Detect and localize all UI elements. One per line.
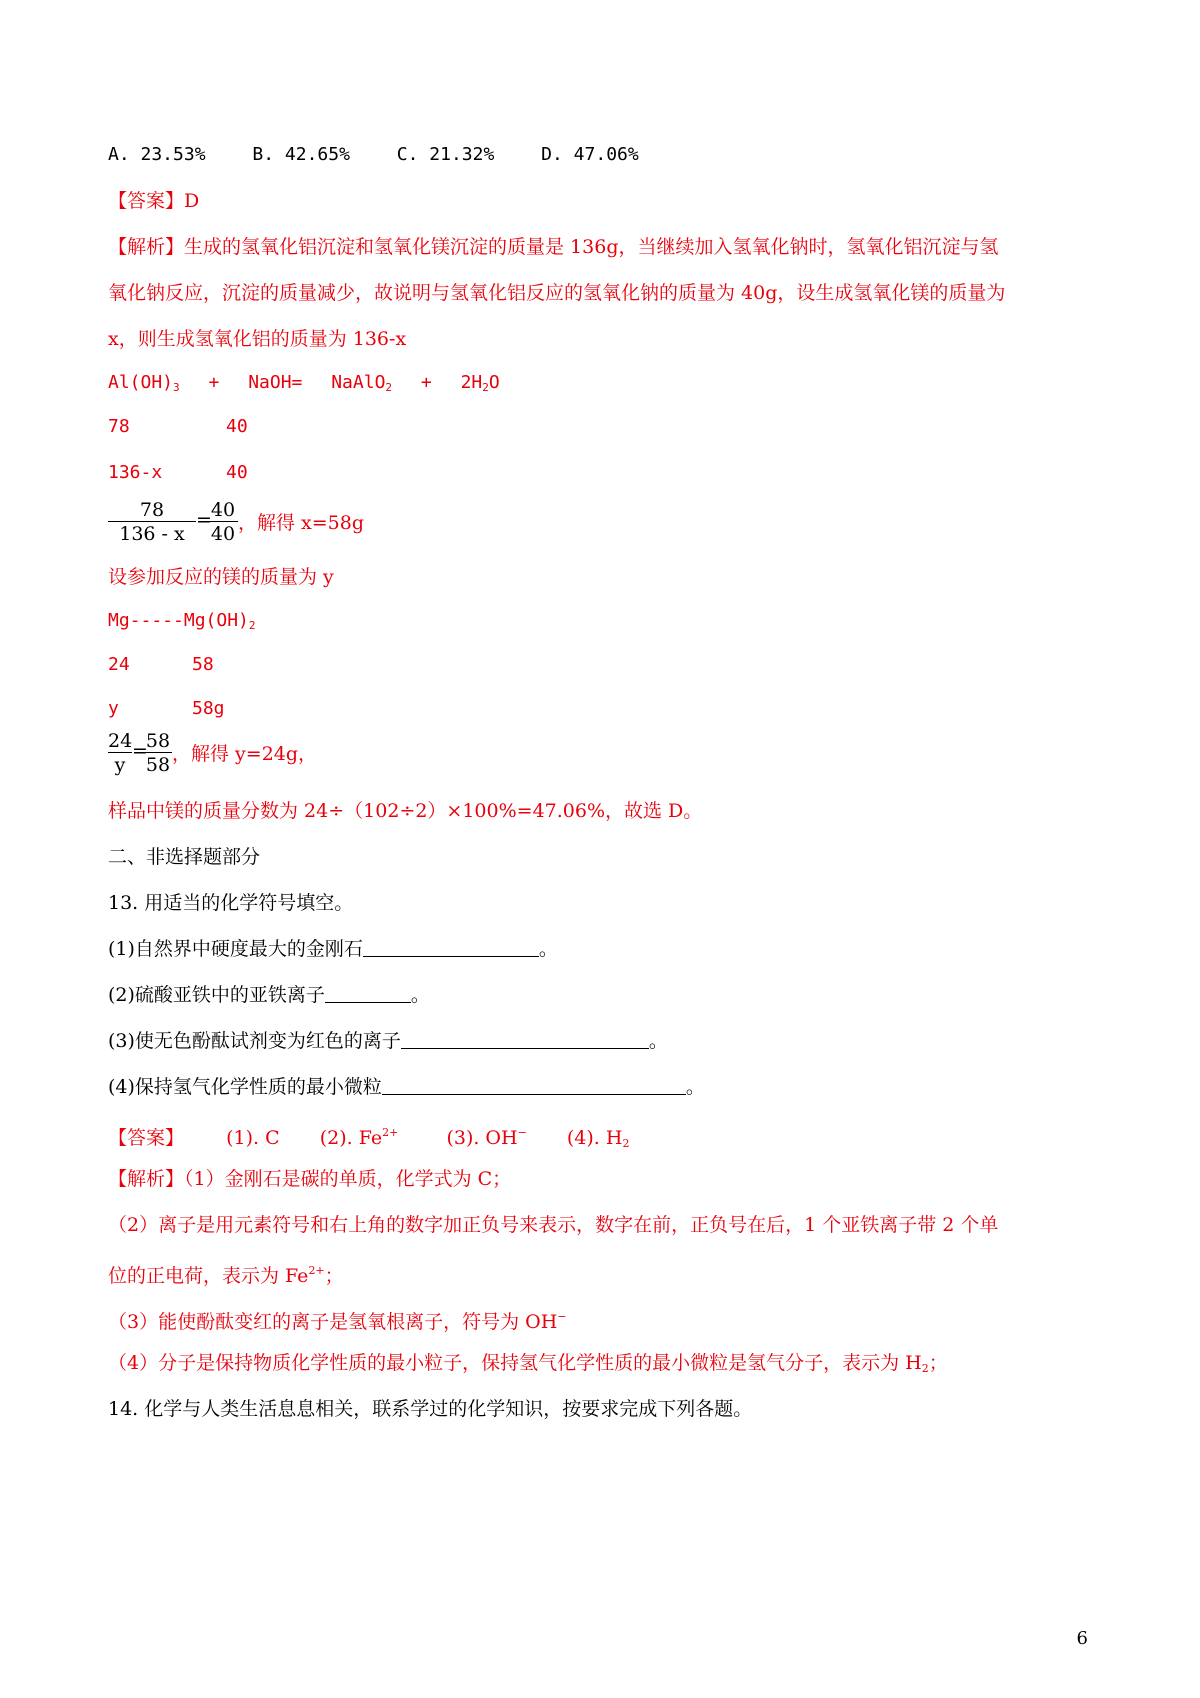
q12-options <box>108 142 639 168</box>
q13-item-text: (3)使无色酚酞试剂变为红色的离子 <box>108 1030 401 1052</box>
ratio-value: 40 <box>226 416 248 437</box>
q14-stem: 14. 化学与人类生活息息相关，联系学过的化学知识，按要求完成下列各题。 <box>108 1398 753 1420</box>
eq1-o: O <box>488 372 500 393</box>
fraction-numerator: 78 <box>139 499 165 521</box>
conclusion-line: 样品中镁的质量分数为 24÷（102÷2）×100%=47.06%，故选 D。 <box>108 800 703 822</box>
ratio-row-4 <box>108 696 119 722</box>
analysis-text: （1）金刚石是碳的单质，化学式为 C； <box>184 1168 512 1190</box>
equals-sign: = <box>196 509 212 531</box>
eq1-naoh: NaOH= <box>248 372 303 393</box>
q13-analysis-2b <box>108 1258 344 1289</box>
fraction-2-left <box>108 730 132 777</box>
eq1-h2o: 2H <box>460 372 483 393</box>
q13-item-text: (1)自然界中硬度最大的金刚石 <box>108 938 363 960</box>
answer-tag: 【答案】 <box>108 1127 185 1149</box>
analysis-text: ； <box>928 1352 948 1374</box>
analysis-text: 位的正电荷，表示为 Fe <box>108 1265 309 1287</box>
q12-analysis-line3: x，则生成氢氧化铝的质量为 136-x <box>108 328 407 350</box>
analysis-text: （3）能使酚酞变红的离子是氢氧根离子，符号为 OH <box>108 1311 558 1333</box>
option-a: A. 23.53% <box>108 144 206 165</box>
ratio-row-4b <box>192 696 225 722</box>
page-number: 6 <box>1076 1628 1088 1649</box>
eq1-plus: + <box>208 372 220 393</box>
q12-answer <box>108 188 199 214</box>
equation-2 <box>108 608 256 639</box>
answer-text: D <box>184 190 200 212</box>
option-b: B. 42.65% <box>252 144 350 165</box>
ratio-value: 40 <box>226 462 248 483</box>
ratio-row-2 <box>108 460 162 486</box>
fraction-numerator: 24 <box>108 730 133 752</box>
q13-item-2 <box>108 982 430 1008</box>
analysis-text: 生成的氢氧化铝沉淀和氢氧化镁沉淀的质量是 136g，当继续加入氢氧化钠时，氢氧化铝沉淀与氢 <box>184 236 999 258</box>
fraction-denominator: 136 - x <box>119 523 185 545</box>
fraction-1-eq <box>196 509 212 531</box>
answer-blank[interactable] <box>363 938 539 957</box>
q13-item-1 <box>108 936 558 962</box>
q13-analysis-1 <box>108 1166 511 1192</box>
eq2-sub: 2 <box>248 619 256 632</box>
answer-2-sup: 2+ <box>382 1126 399 1139</box>
answer-1: (1). C <box>226 1127 280 1149</box>
equals-sign: = <box>132 740 148 762</box>
answer-4-sub: 2 <box>622 1137 630 1150</box>
ratio-value: 58 <box>192 654 214 675</box>
eq1-sub: 3 <box>173 381 180 394</box>
answer-4: (4). H <box>566 1127 623 1149</box>
fraction-1-result: ，解得 x=58g <box>238 512 365 534</box>
q12-analysis-line2: 氧化钠反应，沉淀的质量减少，故说明与氢氧化铝反应的氢氧化钠的质量为 40g，设生成氢氧化镁的质量为 <box>108 282 1006 304</box>
q13-analysis-3 <box>108 1304 567 1335</box>
analysis-tag: 【解析】 <box>108 1168 185 1190</box>
fraction-2-right <box>144 730 172 777</box>
period: 。 <box>648 1030 668 1052</box>
section-title: 二、非选择题部分 <box>108 846 261 868</box>
fraction-denominator: y <box>114 754 126 776</box>
ratio-value: 58g <box>192 698 225 719</box>
eq1-naalo2: NaAlO <box>331 372 386 393</box>
period: 。 <box>410 984 430 1006</box>
answer-blank[interactable] <box>325 984 411 1003</box>
answer-3: (3). OH <box>446 1127 518 1149</box>
answer-3-sup: − <box>517 1126 527 1139</box>
equation-1 <box>108 370 500 401</box>
eq1-plus: + <box>420 372 432 393</box>
answer-tag: 【答案】 <box>108 190 185 212</box>
q13-analysis-2a: （2）离子是用元素符号和右上角的数字加正负号来表示，数字在前，正负号在后，1 个亚铁离子带 2 个单 <box>108 1214 999 1236</box>
ratio-value: 136-x <box>108 462 163 483</box>
fraction-denominator: 40 <box>210 523 236 545</box>
fraction-2-result: ，解得 y=24g， <box>172 743 318 765</box>
q13-answer <box>108 1120 629 1157</box>
period: 。 <box>538 938 558 960</box>
period: 。 <box>685 1076 705 1098</box>
q13-stem: 13. 用适当的化学符号填空。 <box>108 892 354 914</box>
fraction-1-right <box>208 499 238 546</box>
option-c: C. 21.32% <box>396 144 495 165</box>
eq1-sub: 2 <box>482 381 489 394</box>
eq1-sub: 2 <box>385 381 393 394</box>
ratio-row-3b <box>192 652 214 678</box>
fraction-2-eq <box>132 740 148 762</box>
ratio-value: 24 <box>108 654 130 675</box>
eq2-text: Mg-----Mg(OH) <box>108 610 249 631</box>
fraction-1-left <box>108 499 196 546</box>
ratio-row-1b <box>226 414 248 440</box>
eq1-aloh3: Al(OH) <box>108 372 174 393</box>
answer-2: (2). Fe <box>319 1127 383 1149</box>
fraction-denominator: 58 <box>145 754 171 776</box>
analysis-sup: 2+ <box>308 1264 325 1277</box>
ratio-row-2b <box>226 460 248 486</box>
ratio-row-1 <box>108 414 130 440</box>
q13-item-4 <box>108 1074 705 1100</box>
answer-blank[interactable] <box>382 1076 686 1095</box>
option-d: D. 47.06% <box>541 144 639 165</box>
analysis-text: （4）分子是保持物质化学性质的最小粒子，保持氢气化学性质的最小微粒是氢气分子，表示为 H <box>108 1352 922 1374</box>
set-y-line: 设参加反应的镁的质量为 y <box>108 566 334 588</box>
q13-analysis-4 <box>108 1350 948 1382</box>
q13-item-3 <box>108 1028 668 1054</box>
ratio-value: 78 <box>108 416 130 437</box>
analysis-tag: 【解析】 <box>108 236 185 258</box>
q13-item-text: (4)保持氢气化学性质的最小微粒 <box>108 1076 382 1098</box>
analysis-sub: 2 <box>921 1362 929 1375</box>
fraction-numerator: 58 <box>145 730 171 752</box>
q13-item-text: (2)硫酸亚铁中的亚铁离子 <box>108 984 325 1006</box>
fraction-numerator: 40 <box>210 499 236 521</box>
ratio-row-3 <box>108 652 130 678</box>
answer-blank[interactable] <box>401 1030 649 1049</box>
analysis-sup: − <box>557 1310 567 1323</box>
analysis-text: ； <box>324 1265 344 1287</box>
q12-analysis-line1 <box>108 234 999 260</box>
ratio-value: y <box>108 698 119 719</box>
